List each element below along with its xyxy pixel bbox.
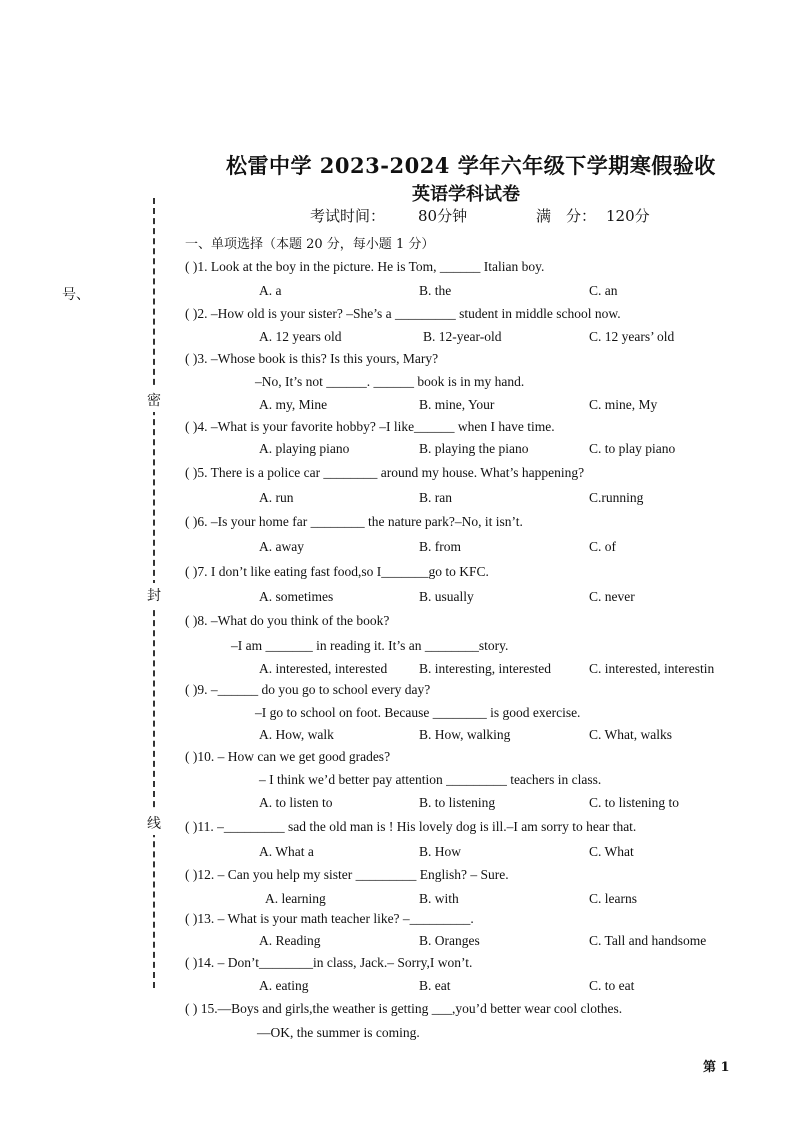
option-b: B. interesting, interested [419, 661, 551, 676]
option-a: A. my, Mine [259, 397, 328, 412]
option-c: C. mine, My [589, 397, 658, 412]
question-stem: ( )1. Look at the boy in the picture. He is Tom, ______ Italian boy. [185, 259, 545, 274]
option-b: B. playing the piano [419, 441, 529, 456]
option-b: B. to listening [419, 795, 496, 810]
time-label: 考试时间： [310, 207, 386, 225]
option-c: C. of [589, 539, 616, 554]
option-b: B. Oranges [419, 933, 480, 948]
option-c: C. to eat [589, 978, 635, 993]
option-a: A. run [259, 490, 294, 505]
question-stem: ( )13. – What is your math teacher like? –_________. [185, 911, 474, 926]
option-b: B. 12-year-old [423, 329, 502, 344]
option-a: A. to listen to [259, 795, 333, 810]
option-b: B. eat [419, 978, 451, 993]
option-b: B. How, walking [419, 727, 511, 742]
option-a: A. How, walk [259, 727, 334, 742]
question-stem-line-2: – I think we’d better pay attention _________ teachers in class. [259, 772, 602, 787]
question-stem-line-2: –I am _______ in reading it. It’s an ________story. [231, 638, 509, 653]
question-stem: ( )6. –Is your home far ________ the nature park?–No, it isn’t. [185, 514, 523, 529]
option-a: A. learning [265, 891, 326, 906]
option-a: A. 12 years old [259, 329, 342, 344]
option-a: A. playing piano [259, 441, 350, 456]
exam-subtitle: 英语学科试卷 [412, 184, 520, 205]
seat-number-mark: 号、 [62, 287, 90, 303]
section-title: 一、单项选择（本题 20 分，每小题 1 分） [185, 237, 435, 252]
question-stem-line-2: –No, It’s not ______. ______ book is in my hand. [255, 374, 525, 389]
option-b: B. usually [419, 589, 474, 604]
question-stem: ( )9. –______ do you go to school every day? [185, 682, 431, 697]
binding-char-feng: 封 [147, 583, 161, 607]
option-b: B. with [419, 891, 459, 906]
question-stem: ( )3. –Whose book is this? Is this yours, Mary? [185, 351, 439, 366]
option-a: A. What a [259, 844, 314, 859]
option-c: C. an [589, 283, 618, 298]
option-a: A. a [259, 283, 282, 298]
question-stem: ( )2. –How old is your sister? –She’s a _________ student in middle school now. [185, 306, 621, 321]
question-stem: ( )14. – Don’t________in class, Jack.– Sorry,I won’t. [185, 955, 473, 970]
option-a: A. interested, interested [259, 661, 388, 676]
question-stem: ( ) 15.—Boys and girls,the weather is getting ___,you’d better wear cool clothes. [185, 1001, 623, 1016]
page-number: 第 1 [703, 1060, 730, 1075]
option-b: B. the [419, 283, 452, 298]
option-a: A. sometimes [259, 589, 334, 604]
option-b: B. from [419, 539, 461, 554]
option-a: A. eating [259, 978, 309, 993]
option-c: C. never [589, 589, 635, 604]
question-15 [185, 1001, 745, 1091]
binding-char-mi: 密 [147, 388, 161, 412]
option-b: B. How [419, 844, 462, 859]
time-value: 80分钟 [418, 207, 468, 225]
score-value: 120分 [606, 207, 650, 225]
question-stem-line-2: —OK, the summer is coming. [257, 1025, 420, 1040]
option-b: B. ran [419, 490, 452, 505]
question-stem: ( )5. There is a police car ________ around my house. What’s happening? [185, 465, 585, 480]
question-stem: ( )4. –What is your favorite hobby? –I like______ when I have time. [185, 419, 555, 434]
option-a: A. Reading [259, 933, 321, 948]
option-c: C. What, walks [589, 727, 672, 742]
exam-title: 松雷中学 2023-2024 学年六年级下学期寒假验收 [226, 153, 716, 178]
question-stem-line-2: –I go to school on foot. Because ________ is good exercise. [255, 705, 581, 720]
option-c: C. What [589, 844, 634, 859]
option-c: C. to play piano [589, 441, 676, 456]
binding-char-xian: 线 [147, 811, 161, 835]
question-stem: ( )11. –_________ sad the old man is ! His lovely dog is ill.–I am sorry to hear that. [185, 819, 637, 834]
option-c: C.running [589, 490, 644, 505]
score-label: 满 分： [536, 207, 597, 225]
question-stem: ( )8. –What do you think of the book? [185, 613, 390, 628]
option-b: B. mine, Your [419, 397, 495, 412]
option-c: C. 12 years’ old [589, 329, 675, 344]
question-stem: ( )7. I don’t like eating fast food,so I_______go to KFC. [185, 564, 489, 579]
option-c: C. Tall and handsome [589, 933, 707, 948]
question-stem: ( )12. – Can you help my sister _________ English? – Sure. [185, 867, 509, 882]
option-c: C. learns [589, 891, 637, 906]
option-a: A. away [259, 539, 304, 554]
option-c: C. to listening to [589, 795, 680, 810]
question-stem: ( )10. – How can we get good grades? [185, 749, 391, 764]
option-c: C. interested, interestin [589, 661, 715, 676]
